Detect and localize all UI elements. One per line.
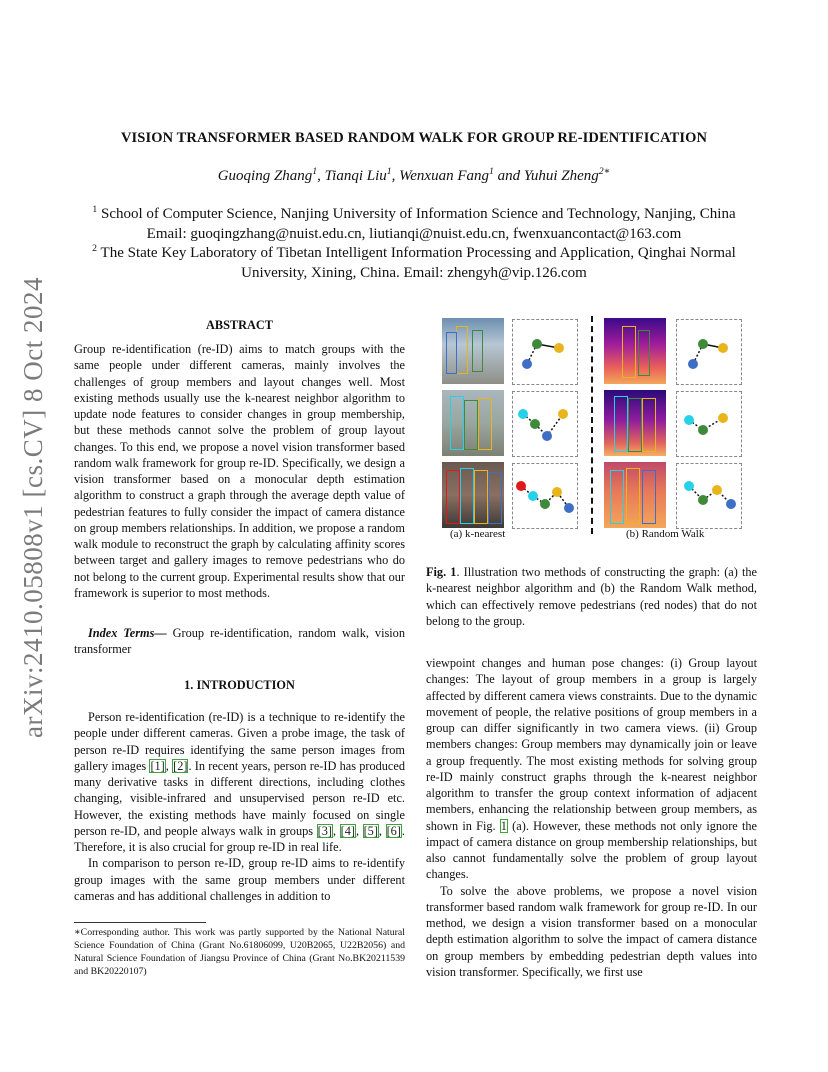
group-graph xyxy=(513,392,577,456)
abstract-text: Group re-identification (re-ID) aims to match groups with the same people under different cameras, mainly involves the challenges of group members and layout changes well. Most existing methods usually use the k-nearest neighbor algorithm to update node features to consider changes in group membership, but these methods cannot solve the problem of group layout changes. To this end, we propose a novel vision transformer based random walk framework for group re-ID. Specifically, we design a vision transformer based on a monocular depth estimation algorithm to construct a graph through the average depth value of pedestrian features to fully consider the impact of camera distance on group members relationships. In addition, we propose a random walk module to reconstruct the graph by calculating affinity scores between target and gallery images to remove pedestrians who do not belong to the current group. Experimental results show that our framework is superior to most methods. xyxy=(74,342,405,600)
graph-node xyxy=(688,359,698,369)
scene-photo xyxy=(442,390,504,456)
graph-panel xyxy=(676,463,742,529)
graph-panel xyxy=(512,391,578,457)
graph-panel xyxy=(512,463,578,529)
abstract-body xyxy=(74,341,405,601)
figure-divider xyxy=(591,316,593,534)
intro-paragraph-3: To solve the above problems, we propose a novel vision transformer based random walk framework for group re-ID. In our method, we design a vision transformer based on a monocular depth estimation algorithm to solve the impact of camera distance on group members by embedding pedestrian depth values into vision transformer. Specifically, we first use xyxy=(426,883,757,979)
intro-text: Person re-identification (re-ID) is a technique to re-identify the people under different cameras. Given a probe image, the task of person re-ID requires identifying the same person images from gallery images xyxy=(74,710,405,773)
depth-map xyxy=(604,462,666,528)
figure-sublabel-a: (a) k-nearest xyxy=(450,528,506,540)
person-bounding-box xyxy=(456,326,468,374)
citation-link[interactable]: [1] xyxy=(150,758,165,773)
citation-link[interactable]: [2] xyxy=(173,758,188,773)
graph-node xyxy=(554,343,564,353)
affiliation-2: The State Key Laboratory of Tibetan Intelligent Information Processing and Application, Qinghai Normal University, Xining, China. Email: zhengyh@vip.126.com xyxy=(100,245,736,281)
graph-node xyxy=(552,487,562,497)
graph-node xyxy=(698,339,708,349)
graph-node xyxy=(516,481,526,491)
intro-column-right xyxy=(426,655,757,980)
affiliation-1-email: Email: guoqingzhang@nuist.edu.cn, liutianqi@nuist.edu.cn, fwenxuancontact@163.com xyxy=(146,225,682,242)
person-bounding-box xyxy=(464,400,478,450)
scene-photo xyxy=(442,318,504,384)
intro-column-left xyxy=(74,709,405,904)
group-graph xyxy=(677,464,741,528)
graph-node xyxy=(684,481,694,491)
citation-link[interactable]: [5] xyxy=(363,823,378,838)
intro-text: Therefore, it is also crucial for group re-ID in real life. xyxy=(74,840,342,854)
index-terms-text: Group re-identification, random walk, vision transformer xyxy=(74,626,405,657)
index-terms xyxy=(74,625,405,658)
graph-node xyxy=(712,485,722,495)
intro-text: In recent years, person re-ID has produced many derivative tasks in different directions, including clothes changing, visible-infrared and unsupervised person re-ID etc. However, the existing methods have mainly focused on single person re-ID, and people always walk in groups xyxy=(74,758,405,838)
affiliation-mark: 2 xyxy=(92,243,98,254)
graph-node xyxy=(718,343,728,353)
intro-text: (a). However, these methods not only ignore the impact of camera distance on group membership relationships, but also cannot fundamentally solve the problem of group layout changes. xyxy=(426,818,757,882)
intro-paragraph-1: Person re-identification (re-ID) is a technique to re-identify the people under different cameras. Given a probe image, the task of person re-ID requires identifying the same person images from gallery images [1], [2]. In recent years, person re-ID has produced many derivative tasks in different directions, including clothes changing, visible-infrared and unsupervised person re-ID etc. However, the existing methods have mainly focused on single person re-ID, and people always walk in groups [3], [4], [5], [6]. Therefore, it is also crucial for group re-ID in real life. xyxy=(74,710,405,854)
person-bounding-box xyxy=(614,396,628,452)
group-graph xyxy=(677,320,741,384)
person-bounding-box xyxy=(460,468,474,524)
arxiv-identifier: arXiv:2410.05808v1 [cs.CV] 8 Oct 2024 xyxy=(18,277,48,738)
graph-node xyxy=(718,413,728,423)
person-bounding-box xyxy=(472,330,483,372)
citation-link[interactable]: [3] xyxy=(317,823,332,838)
group-graph xyxy=(677,392,741,456)
person-bounding-box xyxy=(628,398,642,452)
figure-sublabel-b: (b) Random Walk xyxy=(626,528,705,540)
person-bounding-box xyxy=(622,326,636,378)
person-bounding-box xyxy=(474,470,488,524)
group-graph xyxy=(513,464,577,528)
paper-title: VISION TRANSFORMER BASED RANDOM WALK FOR GROUP RE-IDENTIFICATION xyxy=(120,130,708,146)
intro-paragraph-2: In comparison to person re-ID, group re-ID aims to re-identify group images with the same group members under different cameras and has additional challenges in addition to xyxy=(74,856,405,903)
graph-edge xyxy=(689,486,731,504)
depth-map xyxy=(604,390,666,456)
author-affiliation-mark: 1 xyxy=(312,166,318,177)
person-bounding-box xyxy=(488,472,502,524)
group-graph xyxy=(513,320,577,384)
figure-caption-label: Fig. 1 xyxy=(426,565,457,579)
footnote-rule xyxy=(74,922,206,923)
graph-node xyxy=(530,419,540,429)
graph-node xyxy=(532,339,542,349)
figure-caption xyxy=(426,564,757,629)
graph-node xyxy=(558,409,568,419)
graph-node xyxy=(518,409,528,419)
intro-paragraph-continued xyxy=(426,655,757,883)
citation-link[interactable]: [6] xyxy=(386,823,401,838)
person-bounding-box xyxy=(450,396,464,450)
author-name: Wenxuan Fang xyxy=(399,168,490,184)
graph-node xyxy=(698,425,708,435)
person-bounding-box xyxy=(642,398,656,452)
person-bounding-box xyxy=(626,468,640,524)
abstract-heading: ABSTRACT xyxy=(206,318,273,332)
affiliations xyxy=(60,205,768,283)
intro-text: viewpoint changes and human pose changes: (i) Group layout changes: The layout of group members in a group is largely affected by different camera views constraints. Due to the dynamic movement of people, the relative positions of group members in a group can differ significantly in two camera views. (ii) Group members changes: Group members may dynamically join or leave a group frequently. The most existing methods for solving group re-ID mainly construct graphs through the k-nearest neighbor algorithm to transfer the group context information of adjacent members, enhancing the relationship between group members, as shown in Fig. xyxy=(426,656,757,833)
graph-edge xyxy=(523,414,563,436)
graph-node xyxy=(726,499,736,509)
graph-panel xyxy=(676,319,742,385)
person-bounding-box xyxy=(610,470,624,524)
graph-node xyxy=(684,415,694,425)
graph-node xyxy=(540,499,550,509)
citation-link[interactable]: [4] xyxy=(340,823,355,838)
person-bounding-box xyxy=(446,470,460,524)
graph-node xyxy=(698,495,708,505)
depth-map xyxy=(604,318,666,384)
graph-panel xyxy=(676,391,742,457)
graph-node xyxy=(564,503,574,513)
index-terms-label: Index Terms— xyxy=(88,626,167,640)
graph-node xyxy=(528,491,538,501)
author-name: Yuhui Zheng xyxy=(523,168,599,184)
figure-caption-text: . Illustration two methods of constructing the graph: (a) the k-nearest neighbor algorithm and (b) the Random Walk method, which can effectively remove pedestrians (red nodes) that do not belong to the group. xyxy=(426,565,758,628)
figure-link[interactable]: 1 xyxy=(500,818,507,833)
section-heading-introduction: 1. INTRODUCTION xyxy=(184,678,295,692)
graph-node xyxy=(522,359,532,369)
author-affiliation-mark: 1 xyxy=(489,166,494,177)
scene-photo xyxy=(442,462,504,528)
person-bounding-box xyxy=(478,398,492,450)
affiliation-1: School of Computer Science, Nanjing University of Information Science and Technology, Nanjing, China xyxy=(100,206,736,222)
author-name: Guoqing Zhang xyxy=(217,168,313,184)
person-bounding-box xyxy=(642,470,656,524)
author-affiliation-mark: 2∗ xyxy=(598,166,611,177)
graph-panel xyxy=(512,319,578,385)
author-name: Tianqi Liu xyxy=(324,168,387,184)
author-list: Guoqing Zhang$^1$, Tianqi Liu$^1$, Wenxuan Fang$^1$ and Yuhui Zheng$^{2∗}$ xyxy=(217,166,611,184)
footnote: ∗Corresponding author. This work was partly supported by the National Natural Science Foundation of China (Grant No.61806099, U20B2065, U22B2056) and Natural Science Foundation of Jiangsu Province of China (Grant No.BK20211539 and BK20220107) xyxy=(74,927,405,977)
affiliation-mark: 1 xyxy=(92,204,98,215)
author-affiliation-mark: 1 xyxy=(386,166,392,177)
person-bounding-box xyxy=(638,330,650,376)
person-bounding-box xyxy=(446,332,457,374)
graph-node xyxy=(542,431,552,441)
figure-1 xyxy=(440,316,746,542)
